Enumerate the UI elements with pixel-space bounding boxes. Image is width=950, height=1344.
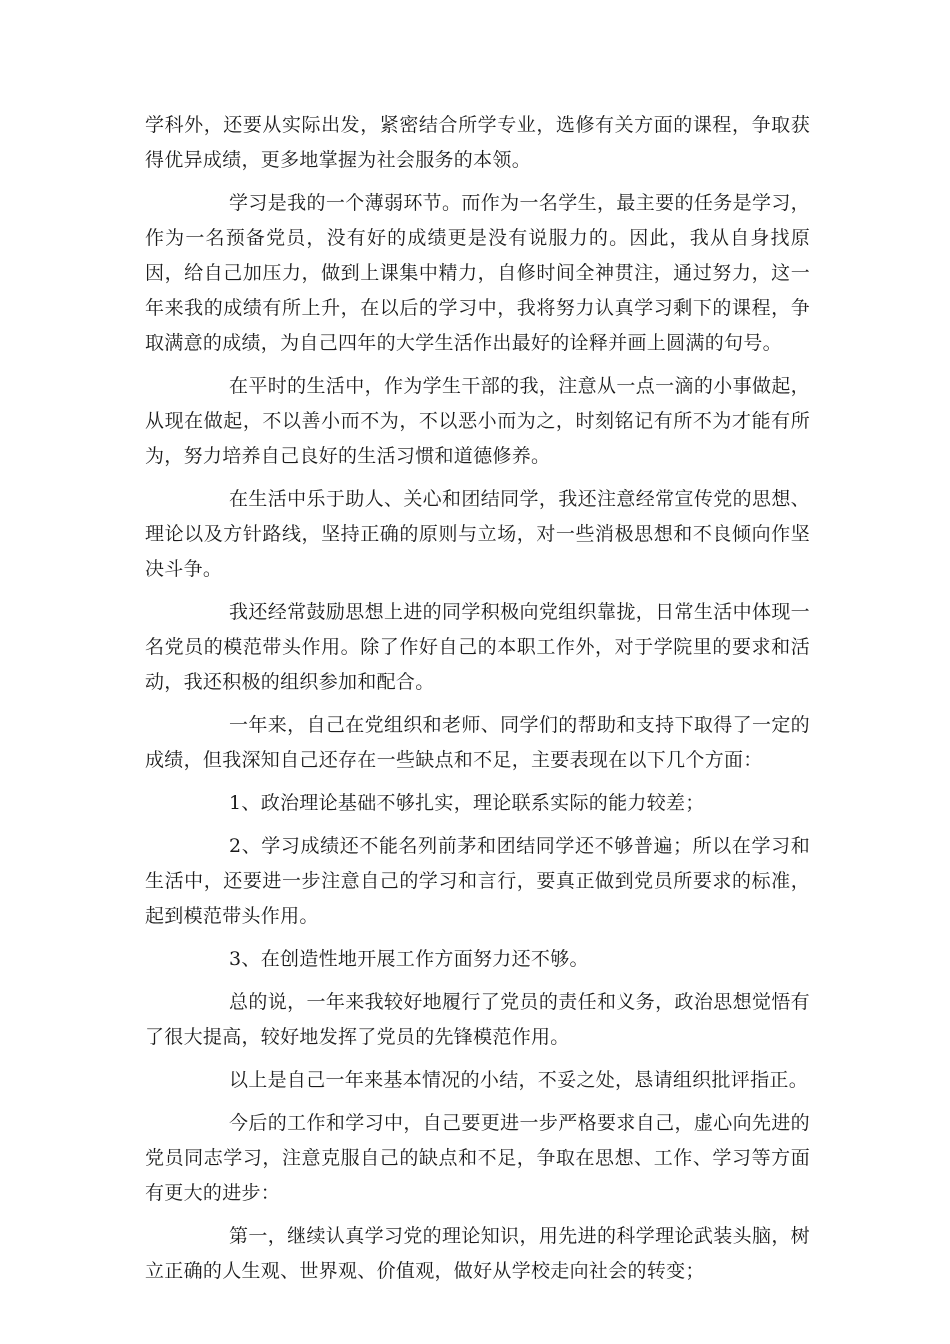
list-item-shortcoming-3: 3、在创造性地开展工作方面努力还不够。: [229, 948, 589, 970]
list-item-shortcoming-2: 2、学习成绩还不能名列前茅和团结同学还不够普遍；所以在学习和生活中，还要进一步注意自己的学习和言行，要真正做到党员所要求的标准，起到模范带头作用。: [145, 835, 810, 927]
list-item-plan-1: 第一，继续认真学习党的理论知识，用先进的科学理论武装头脑，树立正确的人生观、世界观、价值观，做好从学校走向社会的转变；: [145, 1225, 810, 1282]
paragraph-summary: 总的说，一年来我较好地履行了党员的责任和义务，政治思想觉悟有了很大提高，较好地发挥了党员的先锋模范作用。: [145, 991, 810, 1048]
paragraph-future-plans: 今后的工作和学习中，自己要更进一步严格要求自己，虚心向先进的党员同志学习，注意克服自己的缺点和不足，争取在思想、工作、学习等方面有更大的进步：: [145, 1112, 810, 1204]
list-item-shortcoming-1: 1、政治理论基础不够扎实，理论联系实际的能力较差；: [229, 792, 705, 814]
paragraph-daily-life: 在平时的生活中，作为学生干部的我，注意从一点一滴的小事做起，从现在做起，不以善小而不为，不以恶小而为之，时刻铭记有所不为才能有所为，努力培养自己良好的生活习惯和道德修养。: [145, 375, 810, 467]
paragraph-encouraging-classmates: 我还经常鼓励思想上进的同学积极向党组织靠拢，日常生活中体现一名党员的模范带头作用。除了作好自己的本职工作外，对于学院里的要求和活动，我还积极的组织参加和配合。: [145, 601, 810, 693]
paragraph-study-weakness: 学习是我的一个薄弱环节。而作为一名学生，最主要的任务是学习，作为一名预备党员，没有好的成绩更是没有说服力的。因此，我从自身找原因，给自己加压力，做到上课集中精力，自修时间全神贯注，通过努力，这一年来我的成绩有所上升，在以后的学习中，我将努力认真学习剩下的课程，争取满意的成绩，为自己四年的大学生活作出最好的诠释并画上圆满的句号。: [145, 192, 810, 354]
paragraph-request-critique: 以上是自己一年来基本情况的小结，不妥之处，恳请组织批评指正。: [229, 1069, 809, 1091]
paragraph-helping-classmates: 在生活中乐于助人、关心和团结同学，我还注意经常宣传党的思想、理论以及方针路线，坚持正确的原则与立场，对一些消极思想和不良倾向作坚决斗争。: [145, 488, 810, 580]
paragraph-shortcomings-intro: 一年来，自己在党组织和老师、同学们的帮助和支持下取得了一定的成绩，但我深知自己还存在一些缺点和不足，主要表现在以下几个方面：: [145, 714, 810, 771]
document-body: [145, 108, 810, 1297]
paragraph-continued: 学科外，还要从实际出发，紧密结合所学专业，选修有关方面的课程，争取获得优异成绩，更多地掌握为社会服务的本领。: [145, 114, 810, 171]
